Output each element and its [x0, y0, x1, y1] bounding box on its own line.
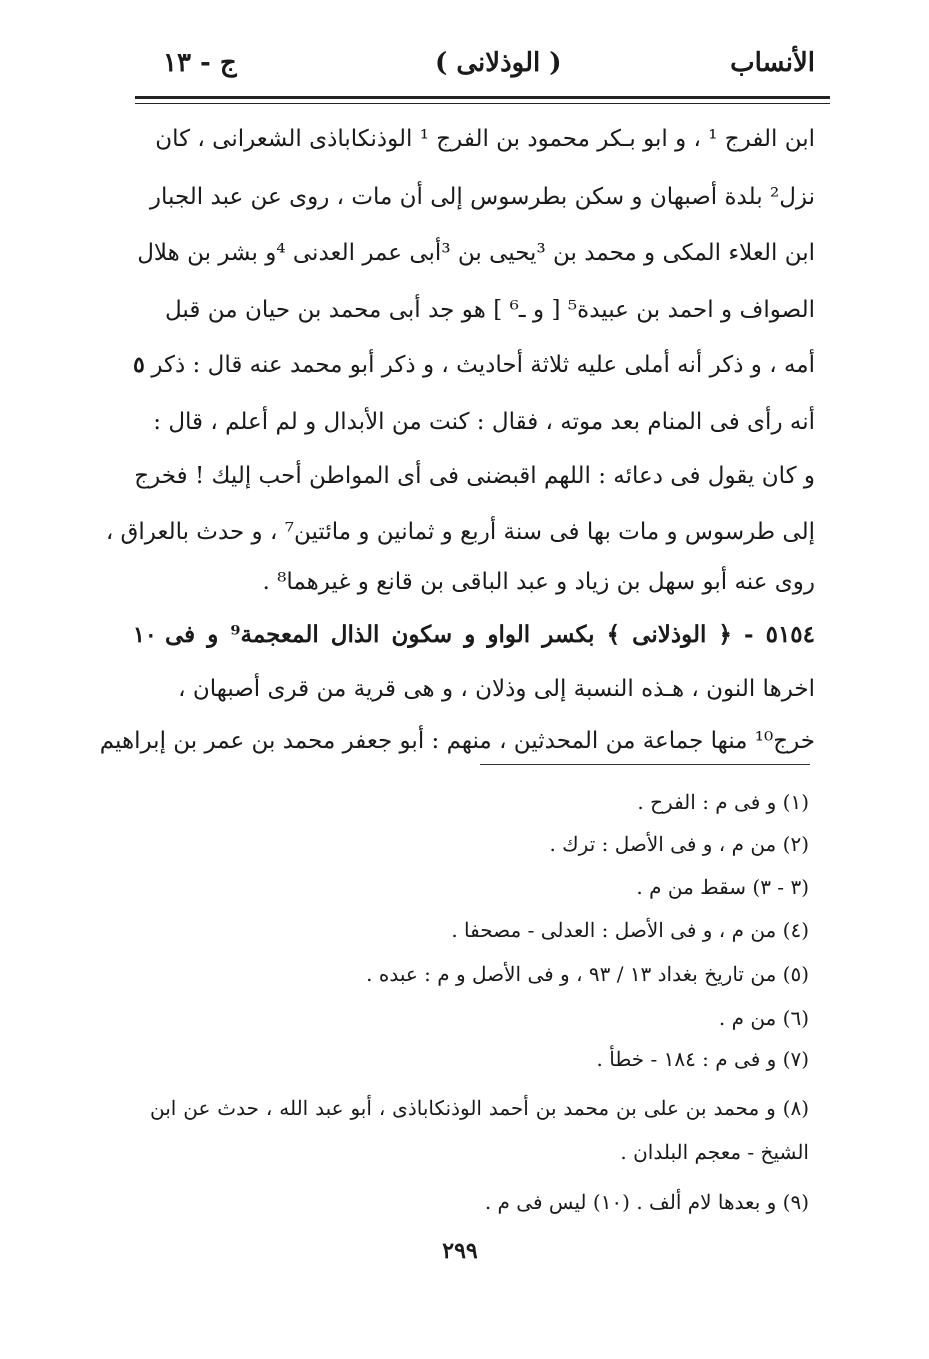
- body-line-5: أمه ، و ذكر أنه أملى عليه ثلاثة أحاديث ، و ذكر أبو محمد عنه قال : ذكر: [151, 352, 815, 378]
- entry-line-3: خرج¹⁰ منها جماعة من المحدثين ، منهم : أبو جعفر محمد بن عمر بن إبراهيم: [99, 728, 815, 754]
- footnote-7: (٧) و فى م : ١٨٤ - خطأ .: [596, 1047, 809, 1071]
- entry-heading-line: ٥١٥٤ - ﴿ الوذلانى ﴾ بكسر الواو و سكون الذال المعجمة⁹ و فى: [165, 621, 816, 648]
- running-header: [135, 48, 815, 88]
- body-line-8: إلى طرسوس و مات بها فى سنة أربع و ثمانين و مائتين⁷ ، و حدث بالعراق ،: [105, 519, 815, 545]
- section-title: ( الوذلانى ): [435, 48, 562, 78]
- footnote-8: (٨) و محمد بن على بن محمد بن أحمد الوذنكاباذى ، أبو عبد الله ، حدث عن ابن: [150, 1096, 809, 1120]
- line-number-5: ٥: [133, 352, 145, 378]
- volume-label: ج - ١٣: [163, 48, 237, 78]
- footnote-9-10: (٩) و بعدها لام ألف . (١٠) ليس فى م .: [484, 1190, 809, 1214]
- body-line-9: روى عنه أبو سهل بن زياد و عبد الباقى بن قانع و غيرهما⁸ .: [262, 569, 815, 595]
- body-line-4: الصواف و احمد بن عبيدة⁵ [ و ـ⁶ ] هو جد أبى محمد بن حيان من قبل: [165, 297, 815, 323]
- header-rule-thin: [135, 103, 830, 104]
- body-line-2: نزل² بلدة أصبهان و سكن بطرسوس إلى أن مات ، روى عن عبد الجبار: [149, 184, 815, 210]
- body-line-6: أنه رأى فى المنام بعد موته ، فقال : كنت من الأبدال و لم أعلم ، قال :: [153, 409, 815, 435]
- body-line-7: و كان يقول فى دعائه : اللهم اقبضنى فى أى المواطن أحب إليك ! فخرج: [134, 463, 815, 489]
- body-line-1: ابن الفرج ¹ ، و ابو بـكر محمود بن الفرج ¹ الوذنكاباذى الشعرانى ، كان: [155, 126, 815, 152]
- footnote-6: (٦) من م .: [718, 1006, 809, 1030]
- footnote-3: (٣ - ٣) سقط من م .: [636, 875, 809, 899]
- footnote-2: (٢) من م ، و فى الأصل : ترك .: [549, 832, 809, 856]
- line-number-10: ١٠: [133, 622, 157, 648]
- book-title: الأنساب: [730, 48, 815, 78]
- body-line-3: ابن العلاء المكى و محمد بن ³يحيى بن ³أبى عمر العدنى ⁴و بشر بن هلال: [137, 240, 815, 266]
- footnote-4: (٤) من م ، و فى الأصل : العدلى - مصحفا .: [451, 918, 809, 942]
- header-rule-thick: [135, 96, 830, 99]
- footnote-5: (٥) من تاريخ بغداد ١٣ / ٩٣ ، و فى الأصل و م : عبده .: [366, 962, 809, 986]
- footnote-8-continued: الشيخ - معجم البلدان .: [620, 1140, 809, 1164]
- footnote-1: (١) و فى م : الفرح .: [637, 790, 809, 814]
- page-number: ٢٩٩: [442, 1238, 478, 1264]
- entry-line-2: اخرها النون ، هـذه النسبة إلى وذلان ، و هى قرية من قرى أصبهان ،: [178, 676, 815, 702]
- footnote-separator: [480, 764, 810, 765]
